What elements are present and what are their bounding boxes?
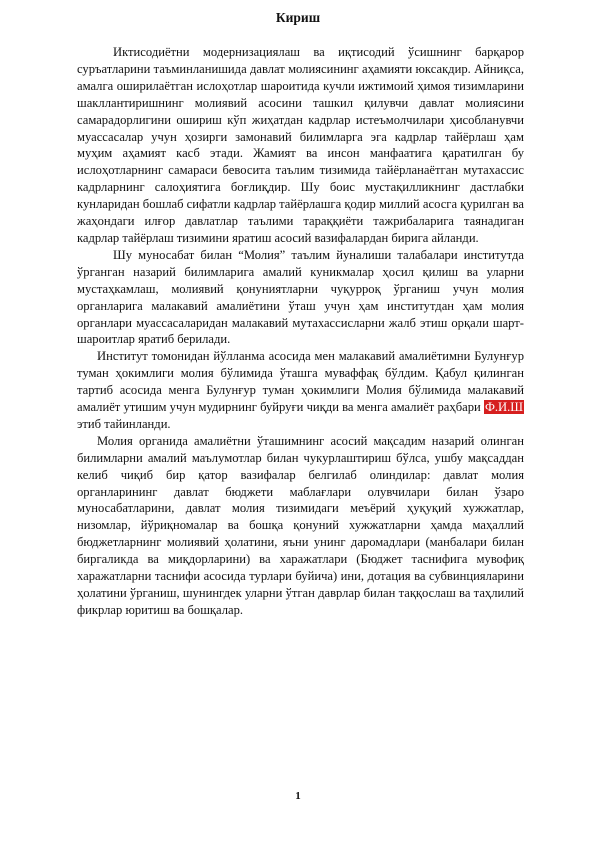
paragraph-2: Шу муносабат билан “Молия” таълим йуналиши талабалари институтда ўрганган назарий билимларига амалий куникмалар ҳосил қилиш ва уларни мустаҳкамлаш, молиявий қонуниятларни чуқурроқ ўрганиш учун молия органларига малакавий амалиётини ўташ учун ҳам институтдан ҳам молия органлари муассасаларидан малакавий мутахассисларни жалб этиш орқали шарт-шароитлар яратиб берилади. [77, 247, 524, 347]
page-title: Кириш [275, 10, 321, 25]
paragraph-1: Иктисодиётни модернизациялаш ва иқтисодий ўсишнинг барқарор суръатларини таъминланишида давлат молиясининг аҳамияти юксакдир. Айниқса, амалга оширилаётган ислоҳотлар шароитида кучли ижтимоий ҳимоя тизимларини шакллантиришнинг молиявий асосини ташкил қилувчи давлат молиясини самарадорлигини ошириш кўп жиҳатдан кадрлар истеъмолчилари ҳисобланувчи муассасалар учун ҳозирги замонавий билимларга эга кадрлар тайёрлаш ҳам муҳим аҳамият касб этади. Жамият ва инсон манфаатига қаратилган бу ислоҳотларнинг самараси бевосита таълим тизимида тайёрланаётган мутахассис кадрларнинг салоҳиятига боғлиқдир. Шу боис мустақилликнинг дастлабки кунларидан бошлаб сифатли кадрлар тайёрлашга қодир миллий асосга қурилган ва жаҳондаги илғор давлатлар таълими тараққиёти тажрибаларига таянадиган кадрлар тайёрлаш тизимини яратиш асосий вазифалардан бирига айланди. [77, 45, 524, 245]
document-body [77, 44, 524, 619]
paragraph-3-text-after: этиб тайинланди. [77, 416, 171, 431]
paragraph-4: Молия органида амалиётни ўташимнинг асосий мақсадим назарий олинган билимларни амалий маълумотлар билан чукурлаштириш бўлса, ушбу мақсаддан келиб чиқиб бир қатор вазифалар белгилаб олиндилар: давлат молия органларининг давлат бюджети маблағлари олувчилари билан ўзаро муносабатларини, давлат молия тизимидаги меъёрий ҳуқуқий хужжатлар, низомлар, йўриқномалар ва бошқа қонуний хужжатларни ҳамда маҳаллий бюджетларнинг молиявий ҳолатини, яъни унинг даромадлари (манбалари билан биргаликда ва миқдорларини) ва харажатлари (Бюджет таснифига мувофиқ харажатларни таснифи асосида турлари буйича) ини, дотация ва субвинцияларини ҳолатини ўрганиш, шунингдек уларни ўтган даврлар билан таққослаш ва таҳлилий фикрлар юритиш ва бошқалар. [77, 433, 524, 617]
highlighted-name-placeholder: Ф.И.Ш [484, 400, 523, 415]
paragraph-3 [77, 348, 524, 433]
paragraph-3-text-before: Институт томонидан йўлланма асосида мен малакавий амалиётимни Булунғур туман ҳокимлиги молия бўлимида ўташга муваффақ бўлдим. Қабул қилинган тартиб асосида менга Булунғур туман ҳокимлиги Молия бўлимида малакавий амалиёт утишим учун мудирнинг буйруғи чиқди ва менга амалиёт раҳбари [77, 349, 524, 415]
page-number: 1 [295, 790, 301, 802]
